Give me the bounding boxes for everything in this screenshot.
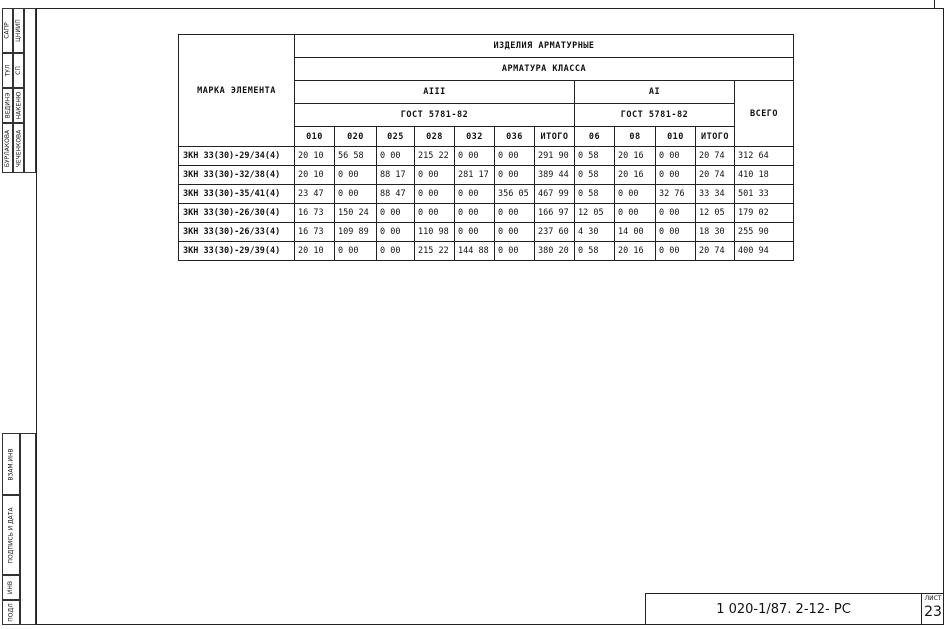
table-row (179, 147, 794, 166)
strip-text: ПОДПИСЬ И ДАТА (7, 506, 15, 564)
cell-value: 88 47 (377, 185, 415, 204)
header-mark: МАРКА ЭЛЕМЕНТА (179, 35, 295, 147)
strip-cell-inv (2, 575, 20, 600)
cell-value: 0 00 (615, 185, 656, 204)
cell-value: 0 00 (335, 166, 377, 185)
strip-cell-podpis (2, 495, 20, 575)
cell-value: 88 17 (377, 166, 415, 185)
row-mark: 3КН 33(30)-35/41(4) (179, 185, 295, 204)
col-header: 020 (335, 127, 377, 147)
cell-value: 0 00 (656, 147, 696, 166)
cell-total: 410 18 (735, 166, 794, 185)
cell-value: 12 05 (696, 204, 735, 223)
document-code: 1 020-1/87. 2-12- РС (645, 593, 921, 625)
strip-text: ЧЕЧЕНКОВА (15, 129, 22, 167)
row-mark: 3КН 33(30)-29/39(4) (179, 242, 295, 261)
row-mark: 3КН 33(30)-29/34(4) (179, 147, 295, 166)
strip-cell-podl (2, 600, 20, 625)
cell-value: 0 00 (495, 147, 535, 166)
strip-text: ВЕДИНЭ (4, 92, 12, 119)
cell-value: 0 00 (415, 166, 455, 185)
strip-cell-cniip (13, 8, 24, 53)
cell-value: 215 22 (415, 242, 455, 261)
table-row (179, 242, 794, 261)
col-header: 010 (656, 127, 696, 147)
header-class-ai: АI (575, 81, 735, 104)
cell-value: 0 58 (575, 147, 615, 166)
col-header: 028 (415, 127, 455, 147)
cell-value: 389 44 (535, 166, 575, 185)
cell-value: 12 05 (575, 204, 615, 223)
cell-value: 0 00 (495, 166, 535, 185)
cell-value: 0 00 (455, 147, 495, 166)
strip-cell-sp (13, 53, 24, 88)
strip-text: ИНВ (7, 580, 15, 595)
cell-total: 501 33 (735, 185, 794, 204)
col-header: 032 (455, 127, 495, 147)
cell-value: 20 16 (615, 147, 656, 166)
cell-value: 380 20 (535, 242, 575, 261)
cell-value: 0 00 (455, 185, 495, 204)
col-header: ИТОГО (535, 127, 575, 147)
strip-text: ЦНИИП (15, 19, 23, 42)
cell-value: 0 00 (377, 223, 415, 242)
header-armature-class: АРМАТУРА КЛАССА (295, 58, 794, 81)
cell-value: 0 00 (656, 166, 696, 185)
cell-value: 237 60 (535, 223, 575, 242)
cell-value: 0 00 (455, 223, 495, 242)
strip-text: БУРЛАКОВА (4, 129, 11, 167)
cell-value: 0 00 (415, 185, 455, 204)
cell-value: 16 73 (295, 223, 335, 242)
strip-cell-vzam (2, 433, 20, 495)
strip-cell-sapr (2, 8, 13, 53)
cell-value: 144 88 (455, 242, 495, 261)
cell-value: 0 00 (377, 242, 415, 261)
strip-text: САПР (4, 22, 11, 39)
col-header: 025 (377, 127, 415, 147)
cell-value: 0 00 (495, 223, 535, 242)
cell-value: 467 99 (535, 185, 575, 204)
cell-value: 281 17 (455, 166, 495, 185)
cell-value: 291 90 (535, 147, 575, 166)
cell-value: 0 58 (575, 242, 615, 261)
header-total: ВСЕГО (735, 81, 794, 147)
strip-text: ВЗАМ.ИНВ (7, 447, 15, 481)
header-gost-ai: ГОСТ 5781-82 (575, 104, 735, 127)
cell-value: 20 16 (615, 242, 656, 261)
armature-specification-table (178, 34, 794, 261)
cell-value: 0 00 (415, 204, 455, 223)
cell-value: 0 00 (377, 204, 415, 223)
cell-value: 23 47 (295, 185, 335, 204)
row-mark: 3КН 33(30)-26/30(4) (179, 204, 295, 223)
cell-value: 150 24 (335, 204, 377, 223)
cell-total: 179 02 (735, 204, 794, 223)
cell-value: 20 10 (295, 166, 335, 185)
col-header: 010 (295, 127, 335, 147)
cell-value: 20 74 (696, 166, 735, 185)
header-gost-aiii: ГОСТ 5781-82 (295, 104, 575, 127)
cell-total: 400 94 (735, 242, 794, 261)
cell-value: 215 22 (415, 147, 455, 166)
col-header: ИТОГО (696, 127, 735, 147)
cell-value: 0 00 (656, 242, 696, 261)
strip-cell-blank (24, 8, 36, 173)
cell-value: 20 10 (295, 147, 335, 166)
table-row (179, 185, 794, 204)
cell-value: 0 00 (615, 204, 656, 223)
cell-value: 0 00 (335, 185, 377, 204)
row-mark: 3КН 33(30)-26/33(4) (179, 223, 295, 242)
strip-text: НАКЕНЮ (15, 91, 22, 120)
strip-cell-ved (2, 88, 13, 123)
strip-cell-nak (13, 88, 24, 123)
col-header: 06 (575, 127, 615, 147)
cell-value: 109 89 (335, 223, 377, 242)
cell-value: 0 00 (377, 147, 415, 166)
sheet-number: 23 (924, 604, 942, 620)
sheet-label: ЛИСТ (924, 595, 942, 602)
cell-value: 0 00 (656, 223, 696, 242)
cell-value: 356 05 (495, 185, 535, 204)
cell-value: 110 98 (415, 223, 455, 242)
cell-value: 18 30 (696, 223, 735, 242)
cell-value: 0 00 (455, 204, 495, 223)
cell-value: 0 00 (656, 204, 696, 223)
cell-value: 16 73 (295, 204, 335, 223)
sheet-number-box (921, 593, 944, 625)
table-row (179, 223, 794, 242)
cell-value: 4 30 (575, 223, 615, 242)
strip-text: ТУЛ (4, 64, 11, 77)
cell-value: 20 74 (696, 147, 735, 166)
col-header: 08 (615, 127, 656, 147)
strip-cell-chechenkova (13, 123, 24, 173)
cell-value: 0 58 (575, 166, 615, 185)
header-product: ИЗДЕЛИЯ АРМАТУРНЫЕ (295, 35, 794, 58)
table-row (179, 204, 794, 223)
cell-value: 32 76 (656, 185, 696, 204)
strip-cell-blank-bottom (20, 433, 36, 625)
strip-cell-tul (2, 53, 13, 88)
cell-value: 20 10 (295, 242, 335, 261)
table-row (179, 166, 794, 185)
row-mark: 3КН 33(30)-32/38(4) (179, 166, 295, 185)
cell-total: 312 64 (735, 147, 794, 166)
cell-value: 33 34 (696, 185, 735, 204)
cell-value: 0 00 (335, 242, 377, 261)
col-header: 036 (495, 127, 535, 147)
cell-value: 0 00 (495, 242, 535, 261)
cell-total: 255 90 (735, 223, 794, 242)
cell-value: 14 00 (615, 223, 656, 242)
cell-value: 20 74 (696, 242, 735, 261)
cell-value: 0 00 (495, 204, 535, 223)
cell-value: 166 97 (535, 204, 575, 223)
cell-value: 20 16 (615, 166, 656, 185)
top-right-tick (934, 0, 935, 8)
cell-value: 0 58 (575, 185, 615, 204)
header-class-aiii: АIII (295, 81, 575, 104)
strip-cell-burlakova (2, 123, 13, 173)
strip-text: ПОДЛ (7, 603, 15, 622)
cell-value: 56 58 (335, 147, 377, 166)
left-title-strip (0, 8, 36, 625)
strip-text: СП (14, 66, 22, 75)
